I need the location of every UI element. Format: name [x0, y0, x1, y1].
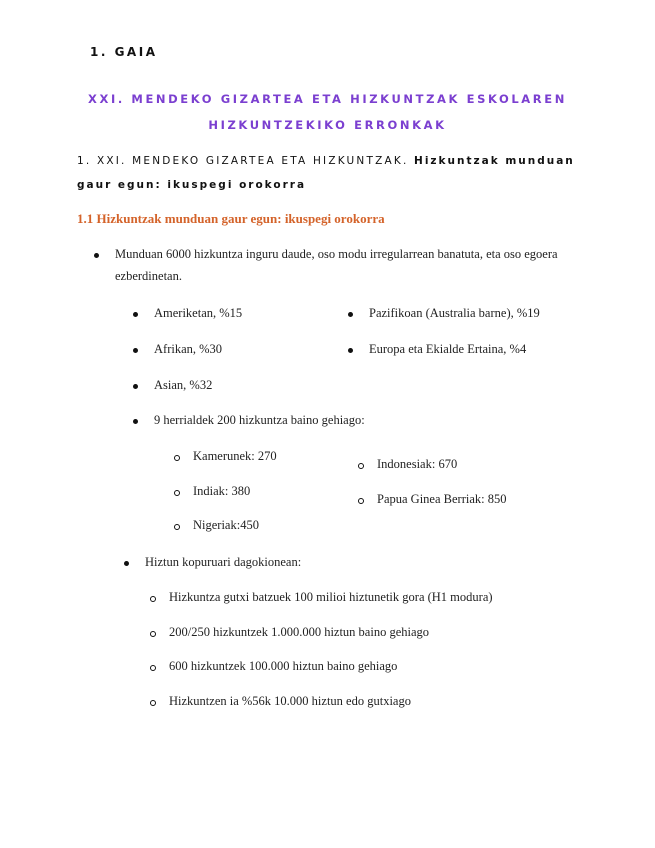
subtitle-plain: 1. XXI. MENDEKO GIZARTEA ETA HIZKUNTZAK. [77, 155, 409, 167]
section-heading: 1.1 Hizkuntzak munduan gaur egun: ikuspegi orokorra [77, 211, 385, 226]
region-item: Afrikan, %30 [154, 342, 223, 356]
country-item: Nigeriak:450 [193, 518, 259, 532]
region-item: Europa eta Ekialde Ertaina, %4 [369, 342, 527, 356]
speakers-intro: Hiztun kopuruari dagokionean: [145, 555, 302, 569]
region-item: Asian, %32 [154, 378, 213, 392]
countries-intro: 9 herrialdek 200 hizkuntza baino gehiago: [154, 413, 365, 427]
speaker-item: 200/250 hizkuntzek 1.000.000 hiztun baino gehiago [169, 625, 430, 639]
speaker-item: Hizkuntzen ia %56k 10.000 hiztun edo gutxiago [169, 694, 411, 708]
document-title-line2: HIZKUNTZEKIKO ERRONKAK [208, 118, 447, 132]
subtitle-line2 [77, 179, 306, 191]
subtitle-bold: Hizkuntzak munduan [414, 155, 575, 167]
speaker-item: Hizkuntza gutxi batzuek 100 milioi hiztunetik gora (H1 modura) [169, 590, 493, 604]
chapter-label: 1. GAIA [90, 45, 158, 59]
intro-bullet-line2: ezberdinetan. [115, 269, 182, 283]
subtitle-line1 [77, 155, 575, 167]
country-item: Indiak: 380 [193, 484, 251, 498]
document-title-line1: XXI. MENDEKO GIZARTEA ETA HIZKUNTZAK ESKOLAREN [88, 92, 567, 106]
intro-bullet-line1: Munduan 6000 hizkuntza inguru daude, oso modu irregularrean banatuta, eta oso egoera [115, 247, 558, 261]
region-item: Ameriketan, %15 [154, 306, 243, 320]
subtitle-bold-line2: gaur egun: ikuspegi orokorra [77, 179, 307, 191]
country-item: Indonesiak: 670 [377, 457, 458, 471]
region-item: Pazifikoan (Australia barne), %19 [369, 306, 540, 320]
country-item: Kamerunek: 270 [193, 449, 277, 463]
country-item: Papua Ginea Berriak: 850 [377, 492, 507, 506]
speaker-item: 600 hizkuntzek 100.000 hiztun baino gehiago [169, 659, 398, 673]
